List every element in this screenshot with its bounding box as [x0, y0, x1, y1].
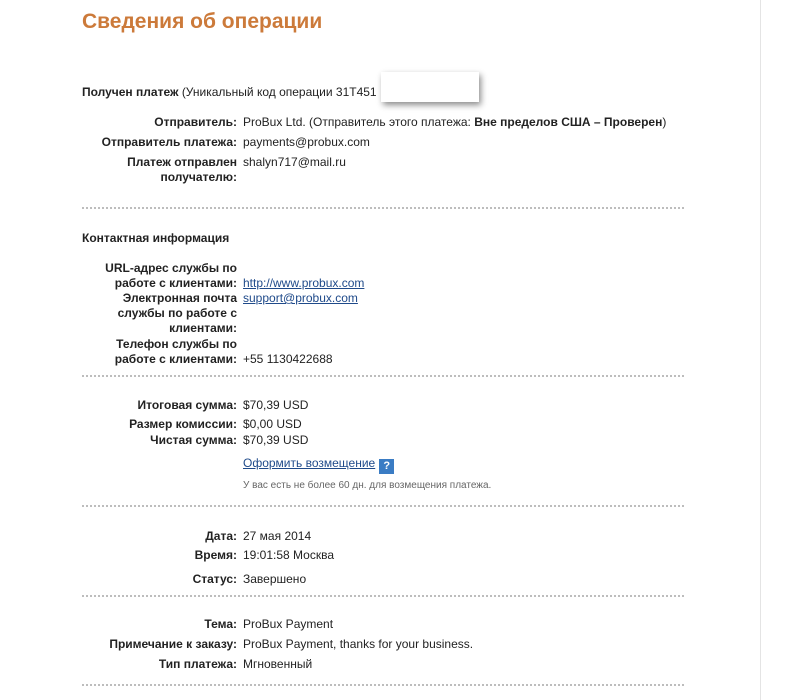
support-phone-value: +55 1130422688 — [243, 352, 333, 366]
divider — [82, 595, 684, 597]
support-email-label-line-1: Электронная почта — [122, 291, 237, 305]
net-amount-label: Чистая сумма: — [150, 433, 237, 447]
redaction-box — [381, 72, 479, 102]
divider — [82, 375, 684, 377]
sender-value — [243, 115, 666, 130]
recipient-label-line-1: Платеж отправлен — [127, 155, 237, 169]
support-phone-label-line-1: Телефон службы по — [116, 337, 237, 351]
support-url-link[interactable]: http://www.probux.com — [243, 276, 365, 290]
net-amount-value: $70,39 USD — [243, 433, 309, 447]
subject-label: Тема: — [204, 617, 237, 631]
date-value: 27 мая 2014 — [243, 529, 312, 543]
support-url-label-line-2: работе с клиентами: — [114, 276, 237, 290]
divider — [82, 505, 684, 507]
date-label: Дата: — [205, 529, 237, 543]
payment-received-label: Получен платеж — [82, 85, 179, 99]
order-note-label: Примечание к заказу: — [109, 637, 237, 651]
divider — [82, 207, 684, 209]
refund-row — [243, 456, 394, 474]
unique-transaction-code: (Уникальный код операции 31T451 — [181, 85, 377, 99]
recipient-label — [82, 155, 237, 185]
payment-type-label: Тип платежа: — [158, 657, 237, 671]
total-amount-label: Итоговая сумма: — [137, 398, 237, 412]
fee-amount-value: $0,00 USD — [243, 417, 302, 431]
support-email-label-line-3: клиентами: — [169, 321, 237, 335]
time-label: Время: — [194, 548, 237, 562]
support-email-link[interactable]: support@probux.com — [243, 291, 358, 305]
support-email-label — [82, 291, 237, 336]
support-email-label-line-2: службы по работе с — [117, 306, 237, 320]
sender-name: ProBux Ltd. (Отправитель этого платежа: — [243, 115, 471, 129]
support-url-label-line-1: URL-адрес службы по — [105, 261, 237, 275]
page-right-border — [760, 0, 761, 700]
page-title: Сведения об операции — [82, 10, 323, 33]
fee-amount-label: Размер комиссии: — [129, 417, 237, 431]
question-icon[interactable]: ? — [379, 459, 394, 474]
status-label: Статус: — [192, 572, 237, 586]
sender-email-label: Отправитель платежа: — [101, 135, 237, 149]
order-note-value: ProBux Payment, thanks for your business. — [243, 637, 474, 651]
status-value: Завершено — [243, 572, 307, 586]
time-value: 19:01:58 Москва — [243, 548, 335, 562]
total-amount-value: $70,39 USD — [243, 398, 309, 412]
subject-value: ProBux Payment — [243, 617, 334, 631]
support-phone-label — [82, 337, 237, 367]
support-url-label — [82, 261, 237, 291]
contact-section-title: Контактная информация — [82, 231, 230, 245]
support-phone-label-line-2: работе с клиентами: — [114, 352, 237, 366]
sender-verification-status: Вне пределов США – Проверен — [474, 115, 663, 129]
issue-refund-link[interactable]: Оформить возмещение — [243, 456, 376, 470]
payment-received-line — [82, 85, 377, 99]
refund-deadline-note: У вас есть не более 60 дн. для возмещения платежа. — [243, 480, 492, 491]
divider — [82, 684, 684, 686]
sender-email-value: payments@probux.com — [243, 135, 370, 149]
recipient-label-line-2: получателю: — [160, 170, 237, 184]
sender-value-end: ) — [662, 115, 667, 129]
recipient-value: shalyn717@mail.ru — [243, 155, 346, 169]
sender-label: Отправитель: — [154, 115, 237, 129]
payment-type-value: Мгновенный — [243, 657, 313, 671]
